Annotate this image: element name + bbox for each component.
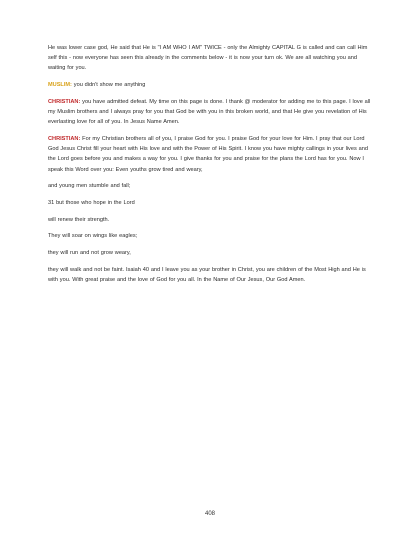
verse-text: will renew their strength.: [48, 216, 110, 223]
verse-text: They will soar on wings like eagles;: [48, 233, 138, 240]
verse-text: and young men stumble and fall;: [48, 183, 131, 190]
paragraph-closing: [48, 265, 374, 285]
verse-text: they will run and not grow weary,: [48, 250, 131, 257]
verse-line: [48, 231, 374, 241]
paragraph-text: He was lower case god, He said that He is "I AM WHO I AM" TWICE - only the Almighty CAPITAL G is called and can call Him self this - now everyone has seen this already in the comments below - it is now your turn ok. We are all watching you and waiting for you.: [48, 45, 368, 72]
verse-line: [48, 215, 374, 225]
verse-line: [48, 181, 374, 191]
verse-text: 31 but those who hope in the Lord: [48, 199, 135, 206]
paragraph-muslim-reply: [48, 80, 374, 90]
page-body: [48, 43, 374, 292]
speaker-label-christian: CHRISTIAN:: [48, 135, 81, 142]
paragraph-christian-defeat: [48, 97, 374, 128]
page-number: 408: [204, 511, 215, 517]
paragraph-text: you didn't show me anything: [71, 82, 146, 89]
paragraph-text: they will walk and not be faint. Isaiah 40 and I leave you as your brother in Christ, you are children of the Most High and He is with you. With great praise and the love of God for you all. In the Name of Our Jesus, Our God Amen.: [48, 266, 366, 283]
paragraph-christian-blessing: [48, 134, 374, 175]
speaker-label-christian: CHRISTIAN:: [48, 98, 81, 105]
verse-line: [48, 248, 374, 258]
verse-line: [48, 198, 374, 208]
paragraph-lowercase-god: [48, 43, 374, 74]
speaker-label-muslim: MUSLIM:: [48, 82, 72, 89]
paragraph-text: For my Christian brothers all of you, I praise God for you. I praise God for your love for Him. I pray that our Lord God Jesus Christ fill your heart with His love and with the Power of His Spirit. I know you have mighty callings in your lives and the Lord goes before you and makes a way for you. I give thanks for you and praise for the plans the Lord has for you. Now I speak this Word over you: Even youths grow tired and weary,: [48, 135, 368, 173]
paragraph-text: you have admitted defeat. My time on this page is done. I thank @ moderator for adding me to this page. I love all my Muslim brothers and I always pray for you that God be with you in this broken world, and that He give you revelation of His everlasting love for all of you. In Jesus Name Amen.: [48, 98, 371, 126]
